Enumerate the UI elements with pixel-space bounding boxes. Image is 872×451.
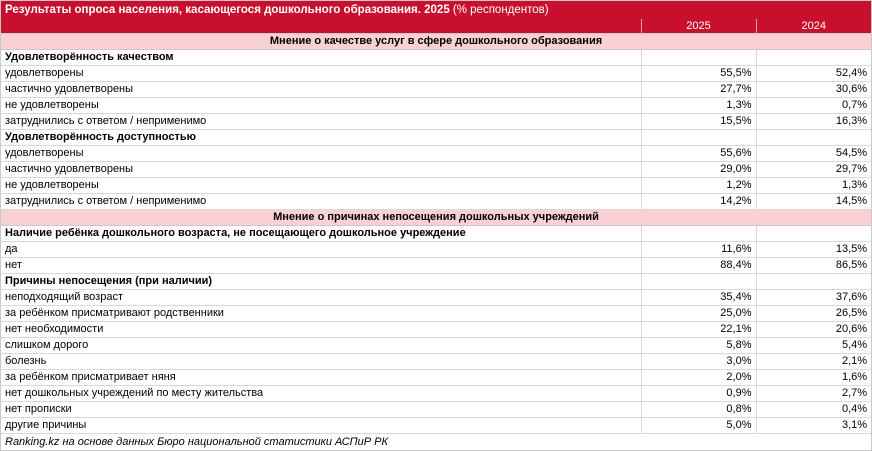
row-label: нет: [1, 258, 641, 274]
value-2025: 0,9%: [641, 386, 756, 402]
table-row: [1, 418, 871, 434]
table-row: [1, 306, 871, 322]
value-2024: 1,3%: [756, 178, 871, 194]
group-row-access: [1, 130, 871, 146]
value-2024: 13,5%: [756, 242, 871, 258]
source-row: [1, 434, 871, 451]
row-label: нет необходимости: [1, 322, 641, 338]
value-2025: 5,8%: [641, 338, 756, 354]
row-label: нет прописки: [1, 402, 641, 418]
value-2024: 26,5%: [756, 306, 871, 322]
table-row: [1, 98, 871, 114]
value-2024: 86,5%: [756, 258, 871, 274]
value-2024: 29,7%: [756, 162, 871, 178]
section-row-nonattendance: [1, 210, 871, 226]
group-title: Удовлетворённость качеством: [1, 50, 641, 66]
value-2025: 2,0%: [641, 370, 756, 386]
value-2024: 30,6%: [756, 82, 871, 98]
group-row-reasons: [1, 274, 871, 290]
section-title: Мнение о причинах непосещения дошкольных учреждений: [1, 210, 871, 226]
value-2025: 55,6%: [641, 146, 756, 162]
row-label: да: [1, 242, 641, 258]
value-2024: 37,6%: [756, 290, 871, 306]
table-row: [1, 354, 871, 370]
row-label: частично удовлетворены: [1, 82, 641, 98]
value-2024: 54,5%: [756, 146, 871, 162]
value-2024: 2,7%: [756, 386, 871, 402]
table-row: [1, 178, 871, 194]
value-2025: 11,6%: [641, 242, 756, 258]
row-label: неподходящий возраст: [1, 290, 641, 306]
year-header-row: [1, 19, 871, 34]
value-2025: 14,2%: [641, 194, 756, 210]
group-title: Причины непосещения (при наличии): [1, 274, 641, 290]
table-row: [1, 66, 871, 82]
table-row: [1, 338, 871, 354]
value-2025: 35,4%: [641, 290, 756, 306]
row-label: удовлетворены: [1, 66, 641, 82]
value-2025: 88,4%: [641, 258, 756, 274]
row-label: за ребёнком присматривает няня: [1, 370, 641, 386]
table-title: [1, 1, 871, 19]
row-label: нет дошкольных учреждений по месту жительства: [1, 386, 641, 402]
table-row: [1, 258, 871, 274]
table-row: [1, 322, 871, 338]
value-2024: 2,1%: [756, 354, 871, 370]
group-title: Наличие ребёнка дошкольного возраста, не посещающего дошкольное учреждение: [1, 226, 641, 242]
row-label: не удовлетворены: [1, 98, 641, 114]
value-2024: 0,7%: [756, 98, 871, 114]
value-2024: 1,6%: [756, 370, 871, 386]
row-label: затруднились с ответом / неприменимо: [1, 194, 641, 210]
value-2025: 3,0%: [641, 354, 756, 370]
year-header-2025: 2025: [641, 19, 756, 34]
value-2025: 25,0%: [641, 306, 756, 322]
row-label: частично удовлетворены: [1, 162, 641, 178]
table-title-main: Результаты опроса населения, касающегося дошкольного образования. 2025: [5, 4, 450, 16]
group-row-child: [1, 226, 871, 242]
table-title-units: (% респондентов): [449, 4, 549, 16]
section-row-quality-services: [1, 34, 871, 50]
row-label: не удовлетворены: [1, 178, 641, 194]
value-2025: 1,3%: [641, 98, 756, 114]
value-2025: 27,7%: [641, 82, 756, 98]
table-title-row: [1, 1, 871, 19]
value-2025: 5,0%: [641, 418, 756, 434]
table-row: [1, 402, 871, 418]
year-header-2024: 2024: [756, 19, 871, 34]
row-label: болезнь: [1, 354, 641, 370]
source-note: Ranking.kz на основе данных Бюро национальной статистики АСПиР РК: [5, 436, 388, 448]
table-row: [1, 242, 871, 258]
year-header-blank: [1, 19, 641, 34]
value-2025: 55,5%: [641, 66, 756, 82]
table-row: [1, 162, 871, 178]
table-row: [1, 290, 871, 306]
table-row: [1, 114, 871, 130]
table-row: [1, 82, 871, 98]
table-row: [1, 146, 871, 162]
table-row: [1, 194, 871, 210]
value-2024: 3,1%: [756, 418, 871, 434]
survey-table: [1, 1, 871, 450]
value-2024: 20,6%: [756, 322, 871, 338]
value-2025: 22,1%: [641, 322, 756, 338]
value-2024: 0,4%: [756, 402, 871, 418]
table-row: [1, 386, 871, 402]
section-title: Мнение о качестве услуг в сфере дошкольного образования: [1, 34, 871, 50]
value-2025: 29,0%: [641, 162, 756, 178]
row-label: затруднились с ответом / неприменимо: [1, 114, 641, 130]
value-2024: 52,4%: [756, 66, 871, 82]
row-label: другие причины: [1, 418, 641, 434]
table-row: [1, 370, 871, 386]
value-2025: 15,5%: [641, 114, 756, 130]
row-label: за ребёнком присматривают родственники: [1, 306, 641, 322]
value-2025: 0,8%: [641, 402, 756, 418]
value-2025: 1,2%: [641, 178, 756, 194]
value-2024: 16,3%: [756, 114, 871, 130]
value-2024: 5,4%: [756, 338, 871, 354]
row-label: слишком дорого: [1, 338, 641, 354]
value-2024: 14,5%: [756, 194, 871, 210]
row-label: удовлетворены: [1, 146, 641, 162]
group-row-quality: [1, 50, 871, 66]
group-title: Удовлетворённость доступностью: [1, 130, 641, 146]
